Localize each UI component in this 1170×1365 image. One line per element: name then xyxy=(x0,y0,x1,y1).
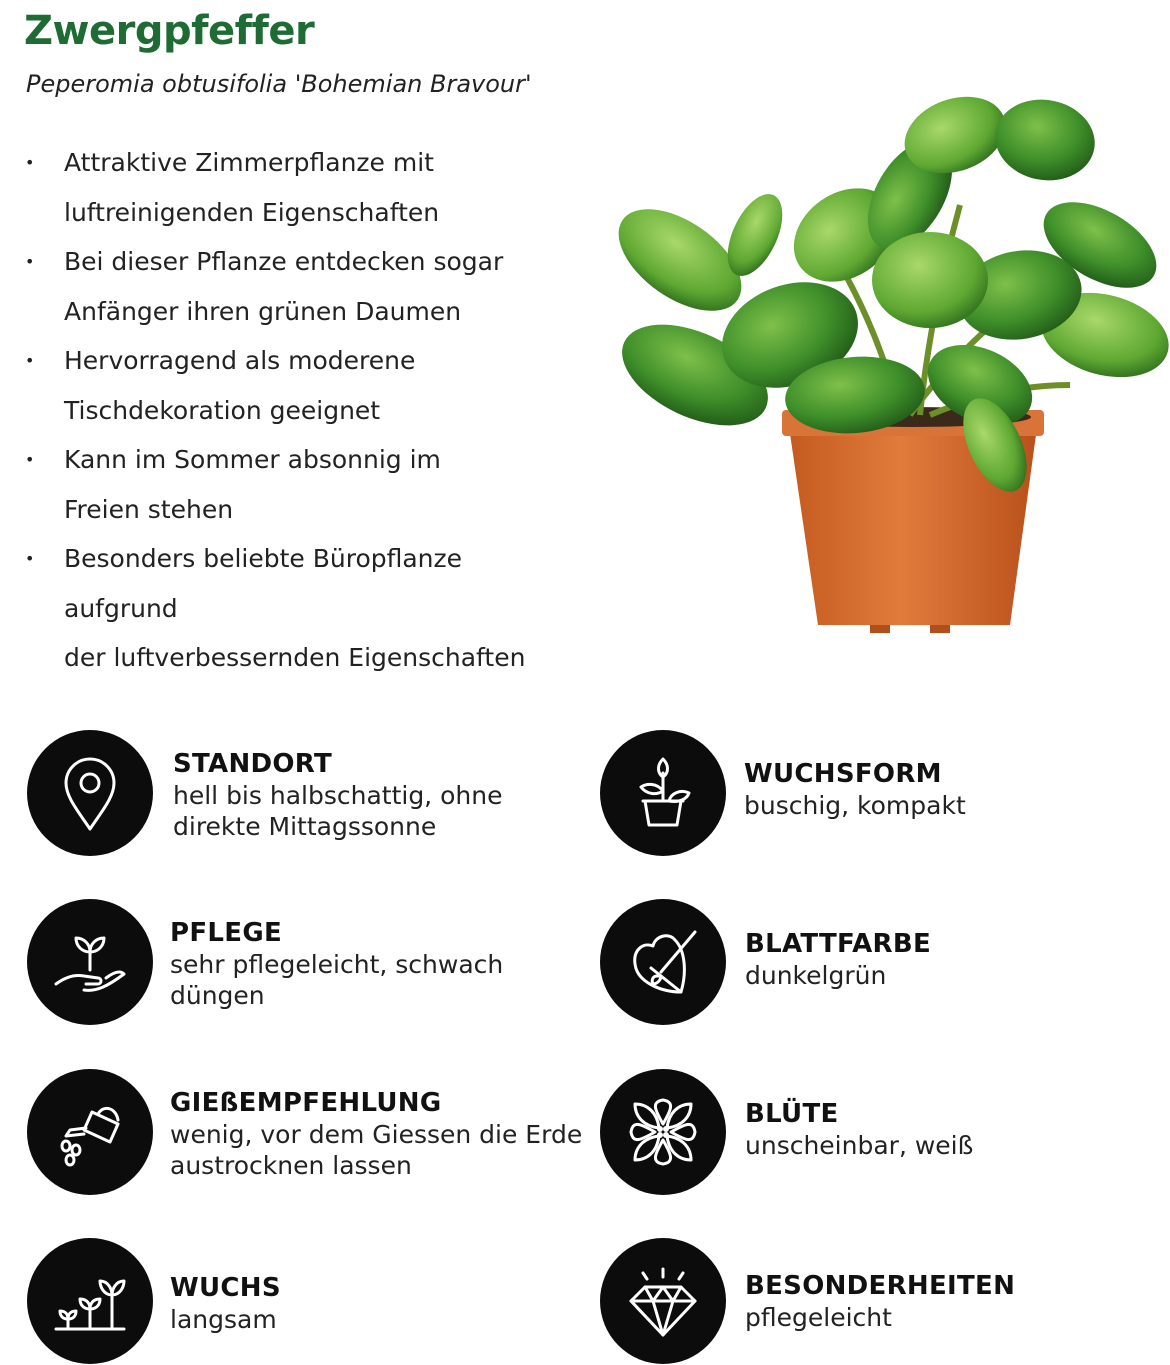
feature-value: pflegeleicht xyxy=(745,1303,892,1332)
feature-label: BLÜTE xyxy=(745,1099,839,1129)
feature-wuchs xyxy=(170,1272,281,1335)
feature-value: direkte Mittagssonne xyxy=(173,812,437,841)
feature-label: WUCHS xyxy=(170,1273,281,1303)
watering-can-icon xyxy=(27,1069,153,1195)
feature-standort xyxy=(173,748,502,842)
page-title: Zwergpfeffer xyxy=(24,8,315,54)
bullet-item: • Hervorragend als moderene Tischdekoration geeignet xyxy=(0,336,570,435)
bullet-item: • Besonders beliebte Büropflanze aufgrund der luftverbessernden Eigenschaften xyxy=(0,534,570,683)
feature-giessen xyxy=(170,1087,582,1181)
feature-label: WUCHSFORM xyxy=(744,759,942,789)
feature-value: wenig, vor dem Giessen die Erde xyxy=(170,1120,583,1149)
bullet-item: • Kann im Sommer absonnig im Freien stehen xyxy=(0,435,570,534)
feature-value: düngen xyxy=(170,981,265,1010)
feature-value: austrocknen lassen xyxy=(170,1151,412,1180)
feature-besonderheiten xyxy=(745,1270,1015,1333)
bullet-item: • Bei dieser Pflanze entdecken sogar Anfänger ihren grünen Daumen xyxy=(0,237,570,336)
diamond-icon xyxy=(600,1238,726,1364)
leaf-brush-icon xyxy=(600,899,726,1025)
potted-plant-icon xyxy=(600,730,726,856)
feature-pflege xyxy=(170,917,503,1011)
feature-bluete xyxy=(745,1098,973,1161)
bullet-item: • Attraktive Zimmerpflanze mit luftreinigenden Eigenschaften xyxy=(0,138,570,237)
feature-label: GIEßEMPFEHLUNG xyxy=(170,1088,442,1118)
feature-bullet-list xyxy=(0,138,570,683)
feature-value: langsam xyxy=(170,1305,277,1334)
feature-value: buschig, kompakt xyxy=(744,791,966,820)
botanical-name: Peperomia obtusifolia 'Bohemian Bravour' xyxy=(26,70,532,98)
feature-label: BESONDERHEITEN xyxy=(745,1271,1016,1301)
feature-value: sehr pflegeleicht, schwach xyxy=(170,950,504,979)
feature-value: unscheinbar, weiß xyxy=(745,1131,974,1160)
seedlings-icon xyxy=(27,1238,153,1364)
feature-blattfarbe xyxy=(745,928,931,991)
flower-icon xyxy=(600,1069,726,1195)
plant-image xyxy=(600,85,1170,645)
hand-seedling-icon xyxy=(27,899,153,1025)
feature-label: PFLEGE xyxy=(170,918,283,948)
location-pin-icon xyxy=(27,730,153,856)
feature-label: STANDORT xyxy=(173,749,332,779)
feature-wuchsform xyxy=(744,758,966,821)
feature-label: BLATTFARBE xyxy=(745,929,932,959)
feature-value: dunkelgrün xyxy=(745,961,887,990)
feature-value: hell bis halbschattig, ohne xyxy=(173,781,503,810)
